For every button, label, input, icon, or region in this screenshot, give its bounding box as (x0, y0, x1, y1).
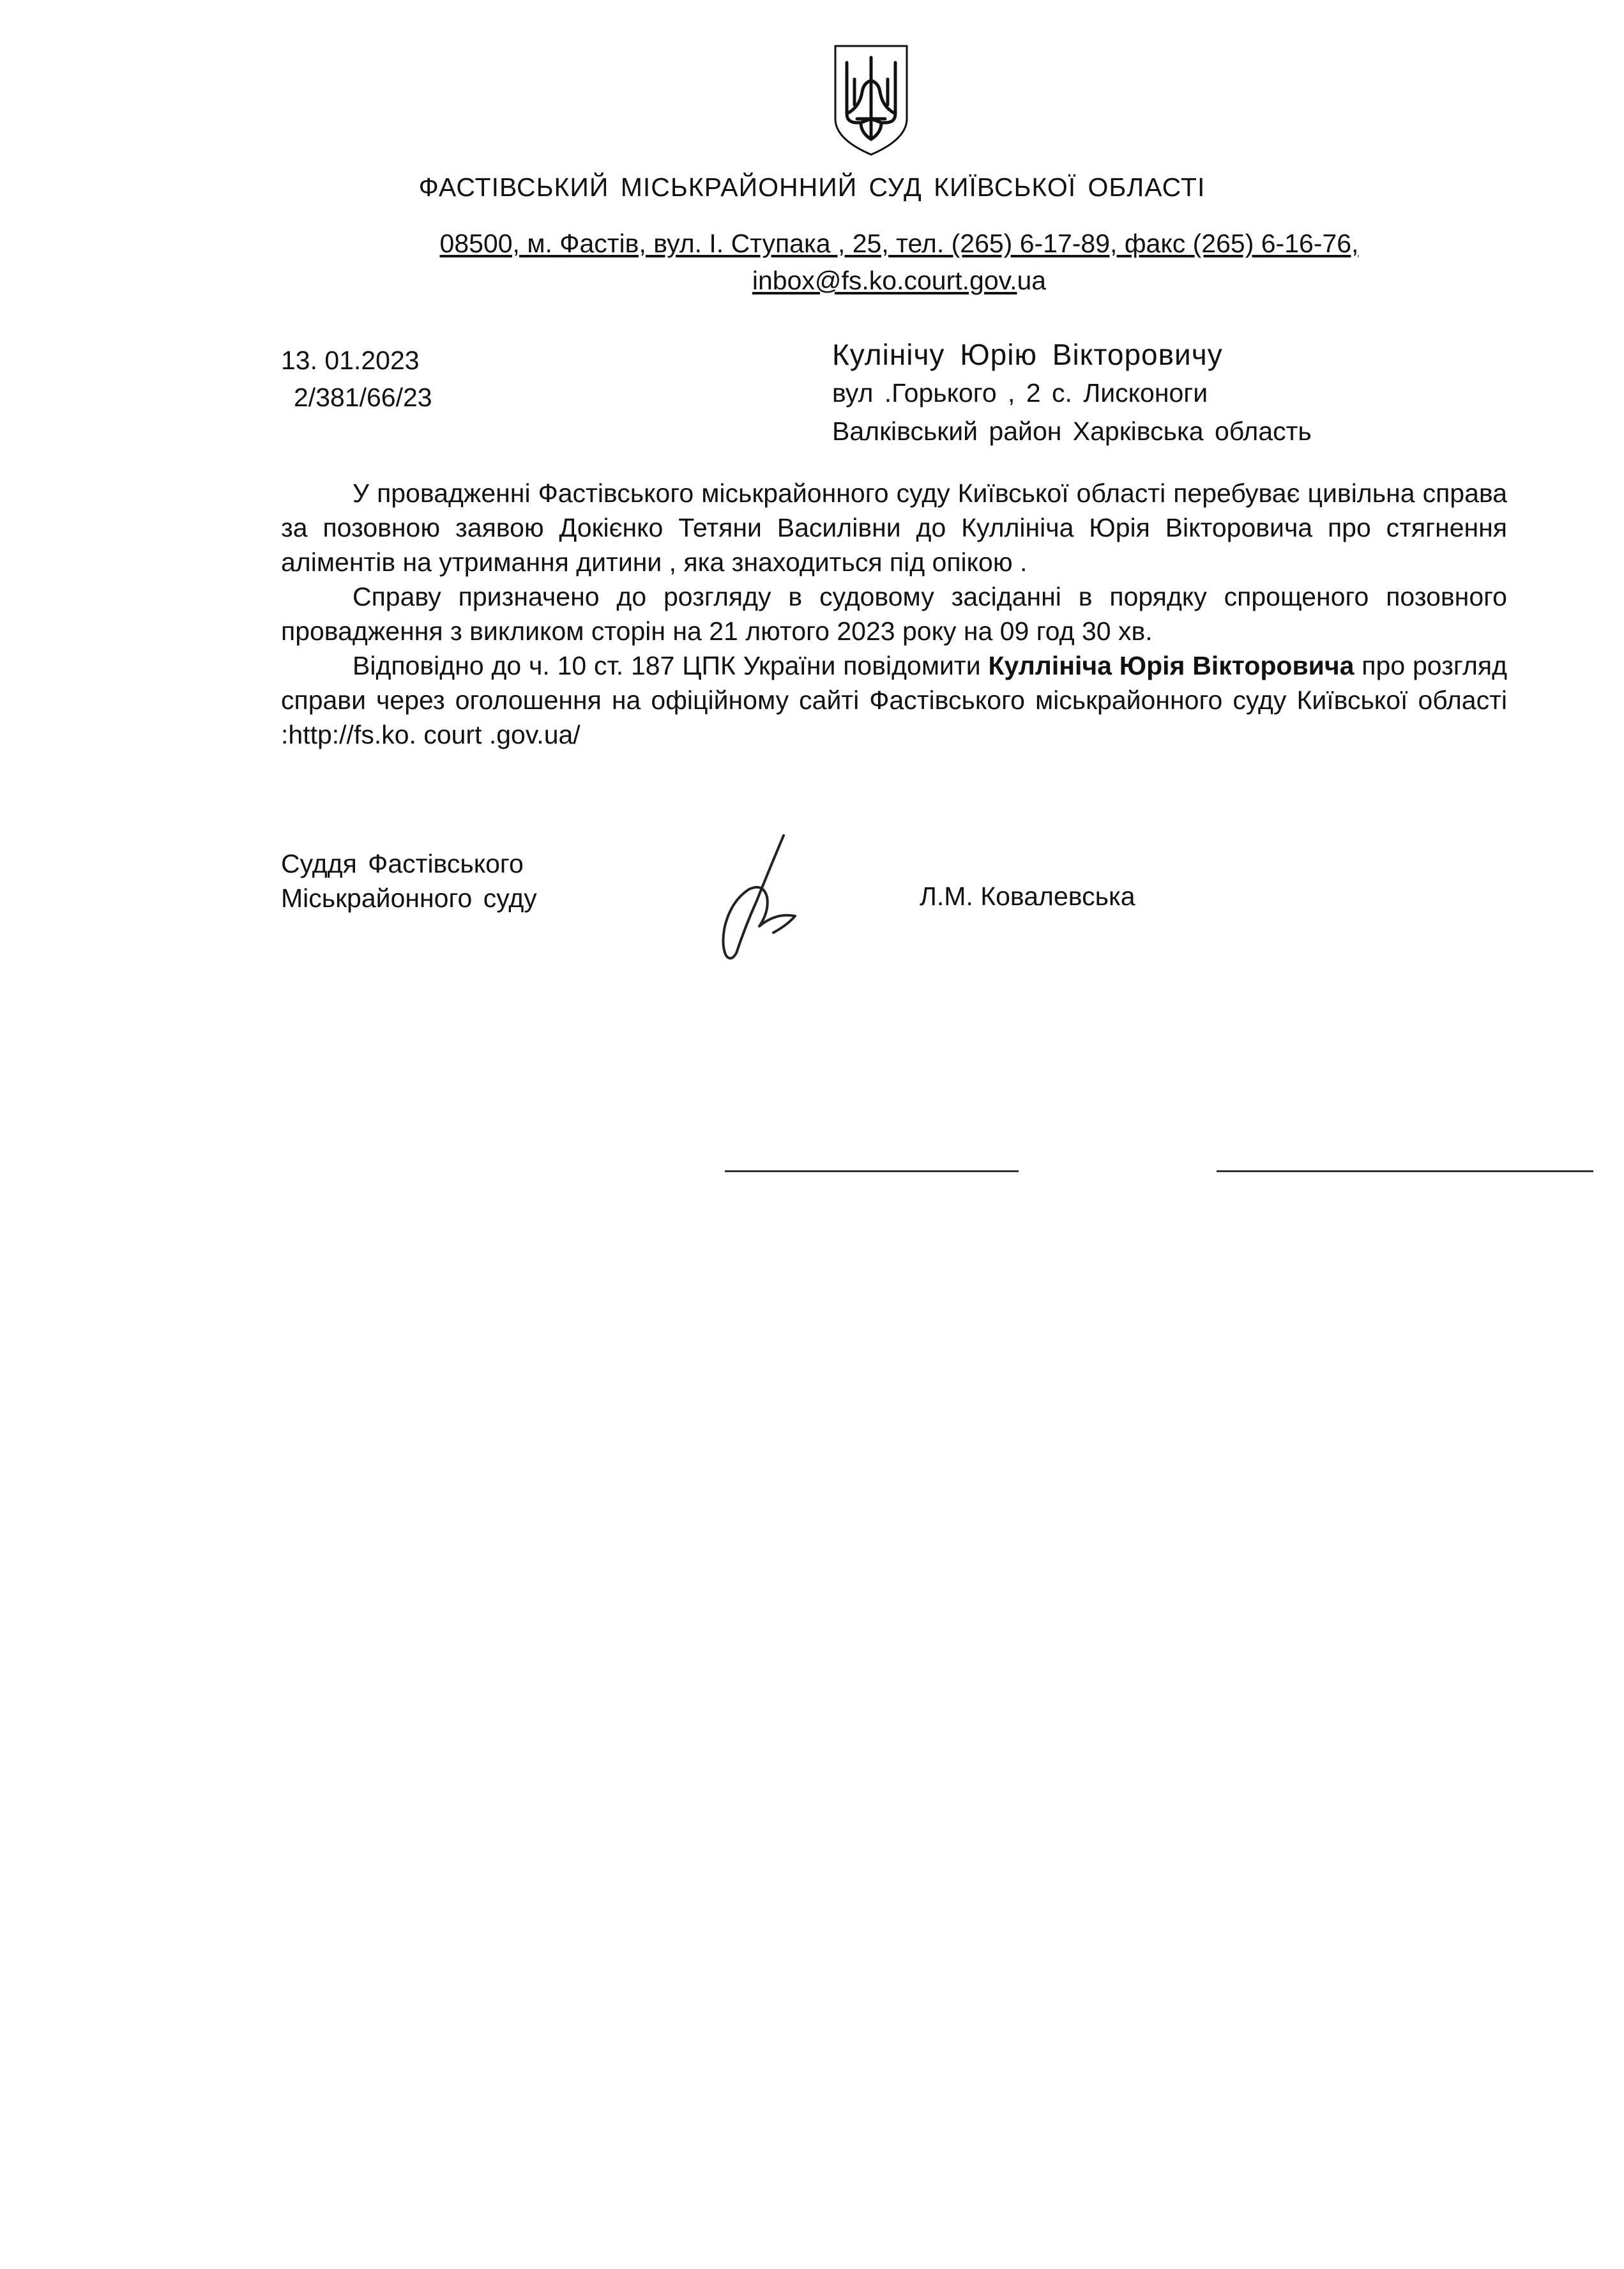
recipient-name: Кулінічу Юрію Вікторовичу (832, 338, 1223, 371)
divider-line (725, 1170, 1019, 1172)
trident-coat-of-arms-icon (831, 43, 911, 157)
notice-text-end: про розгляд справи через оголошення на офіційному сайті Фастівського міськрайонного суду Київської області :http://fs.ko. court .gov.ua/ (281, 651, 1507, 749)
judge-title-line1: Суддя Фастівського (281, 849, 524, 878)
paragraph-case: У провадженні Фастівського міськрайонного суду Київської області перебуває цивільна справа за позовною заявою Докієнко Тетяни Василівни до Куллініча Юрія Вікторовича про стягнення аліментів на утримання дитини , яка знаходиться під опікою . (281, 478, 1507, 577)
paragraph-notice (281, 648, 1507, 752)
recipient-street: вул .Горького , 2 с. Лисконоги (832, 378, 1208, 408)
divider-line (1217, 1170, 1593, 1172)
paragraph-hearing: Справу призначено до розгляду в судовому засіданні в порядку спрощеного позовного провадження з викликом сторін на 21 лютого 2023 року на 09 год 30 хв. (281, 582, 1507, 646)
court-email: inbox@fs.ko.court.gov. (752, 266, 1017, 295)
court-email-tail: ua (1017, 266, 1047, 295)
letter-body (281, 476, 1507, 752)
judge-title-line2: Міськрайонного суду (281, 883, 537, 913)
notice-text-start: Відповідно до ч. 10 ст. 187 ЦПК України повідомити (353, 651, 989, 680)
letter-date: 13. 01.2023 (281, 346, 420, 375)
letter-meta (281, 342, 432, 416)
recipient-region: Валківський район Харківська область (832, 416, 1312, 446)
notice-defendant-name: Куллініча Юрія Вікторовича (988, 651, 1355, 680)
recipient-block (832, 335, 1312, 450)
court-name: ФАСТІВСЬКИЙ МІСЬКРАЙОННИЙ СУД КИЇВСЬКОЇ ОБЛАСТІ (418, 172, 1206, 202)
letter-number: 2/381/66/23 (294, 383, 432, 412)
judge-name: Л.М. Ковалевська (920, 882, 1135, 911)
judge-title (281, 846, 537, 915)
address-line: 08500, м. Фастів, вул. І. Ступака , 25, тел. (265) 6-17-89, факс (265) 6-16-76, (439, 229, 1359, 258)
court-address (382, 225, 1416, 299)
handwritten-signature (712, 830, 821, 965)
